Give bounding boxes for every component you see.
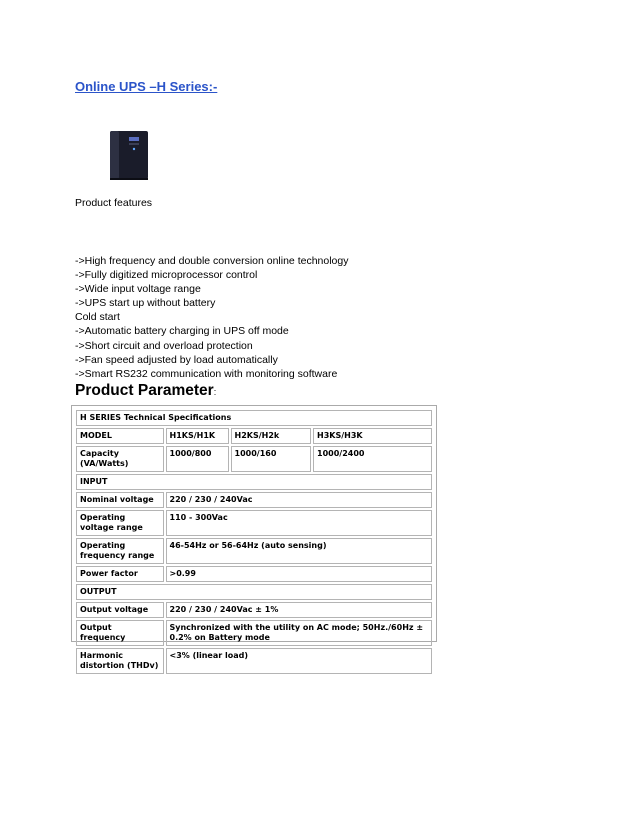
features-heading: Product features [75, 197, 153, 209]
table-row [76, 446, 432, 472]
row-label: Nominal voltage [76, 492, 164, 508]
table-row [76, 584, 432, 600]
page-title: Online UPS –H Series:- [75, 79, 218, 94]
param-heading-text: Product Parameter [75, 382, 214, 399]
spec-table-container [71, 405, 437, 670]
table-caption: H SERIES Technical Specifications [76, 410, 432, 426]
product-parameter-heading [75, 382, 216, 400]
table-cell: 1000/2400 [313, 446, 432, 472]
row-label: Harmonic distortion (THDv) [76, 648, 164, 674]
section-heading: INPUT [76, 474, 432, 490]
feature-item: ->Fully digitized microprocessor control [75, 269, 258, 282]
row-label: Operating voltage range [76, 510, 164, 536]
feature-item: ->Fan speed adjusted by load automatically [75, 353, 278, 366]
header-cell: MODEL [76, 428, 164, 444]
row-label: Output voltage [76, 602, 164, 618]
spec-table [74, 408, 434, 676]
features-list [75, 254, 348, 381]
table-row [76, 510, 432, 536]
table-cell: 220 / 230 / 240Vac [166, 492, 433, 508]
row-label: Output frequency [76, 620, 164, 646]
row-label: Operating frequency range [76, 538, 164, 564]
feature-item: ->Automatic battery charging in UPS off mode [75, 325, 289, 338]
header-cell: H3KS/H3K [313, 428, 432, 444]
table-row [76, 648, 432, 674]
table-row [76, 492, 432, 508]
header-cell: H1KS/H1K [166, 428, 229, 444]
table-row [76, 602, 432, 618]
table-row [76, 428, 432, 444]
table-cell: 110 - 300Vac [166, 510, 433, 536]
table-row [76, 566, 432, 582]
table-cell: 1000/160 [231, 446, 312, 472]
table-cell: <3% (linear load) [166, 648, 433, 674]
section-heading: OUTPUT [76, 584, 432, 600]
row-label: Power factor [76, 566, 164, 582]
feature-item: Cold start [75, 311, 120, 324]
header-cell: H2KS/H2k [231, 428, 312, 444]
table-row [76, 410, 432, 426]
param-heading-colon: : [213, 387, 217, 397]
table-row [76, 538, 432, 564]
table-row [76, 474, 432, 490]
feature-item: ->High frequency and double conversion online technology [75, 255, 349, 267]
table-cell: 220 / 230 / 240Vac ± 1% [166, 602, 433, 618]
feature-item: ->Short circuit and overload protection [75, 339, 253, 352]
table-cell: 1000/800 [166, 446, 229, 472]
feature-item: ->UPS start up without battery [75, 297, 216, 310]
row-label: Capacity (VA/Watts) [76, 446, 164, 472]
feature-item: ->Wide input voltage range [75, 283, 201, 296]
table-cell: >0.99 [166, 566, 433, 582]
table-cell: 46-54Hz or 56-64Hz (auto sensing) [166, 538, 433, 564]
table-cell: Synchronized with the utility on AC mode; 50Hz./60Hz ± 0.2% on Battery mode [166, 620, 433, 646]
feature-item: ->Smart RS232 communication with monitoring software [75, 367, 338, 380]
table-row [76, 620, 432, 646]
ups-tower-icon [105, 128, 153, 182]
